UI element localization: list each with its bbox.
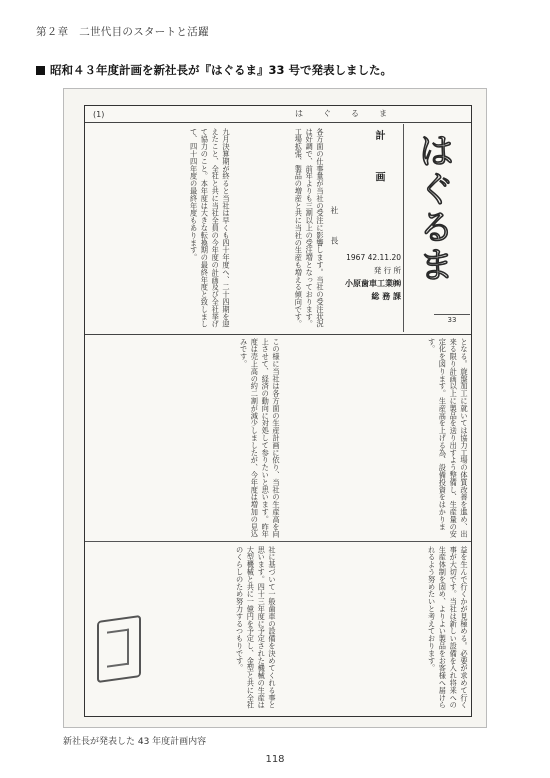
page-number: 118 [265, 754, 285, 765]
issue-date: 1967 42.11.20 [346, 253, 401, 262]
article-title: 計 画 [373, 130, 384, 196]
chapter-header: 第２章 二世代目のスタートと活躍 [36, 26, 209, 38]
newsletter-page [84, 105, 472, 717]
section-rule [85, 334, 471, 335]
section-rule [85, 541, 471, 542]
company-name: 小原歯車工業㈱ [345, 279, 401, 288]
publisher-info [321, 251, 401, 303]
article-column: となる。旋盤加工に就いては協力工場の体質改善を進め、出来る限り計画以上に製品を送り出すよう整備し、生産量の安定化を図ります。生産高を上げる為、設備投資をはかります。 [427, 338, 469, 538]
article-column: 益を生んで行くかが見極める。必要が求めて行く事が大切です。当社は新しい設備を入れ将来への生産体制を固め、よりよい製品をお客様へ届けられるよう努めたいと考えております。 [427, 546, 469, 709]
masthead-title: はぐるま [413, 132, 454, 284]
newsletter-page-number: (1) [93, 110, 105, 119]
article-byline: 社 長 [330, 206, 339, 255]
square-bullet-icon [36, 66, 45, 75]
article-column: この様に当社は各方面の生産計画に依り、当社の生産高を向上させて、経済の動向に対処して参りたいと思います。昨年度は売上高の約二割が減少しましたが、今年度は増加の見込みです。 [239, 338, 281, 538]
publisher-label: 発 行 所 [373, 266, 401, 275]
article-column: 各方面の仕事量が当社の受注に影響します。当社の受注状況は好調で、前年よりも三割以上の受注増となっております。工場拡張、製品の増産と共に当社の生産も増える傾向です。 [294, 128, 325, 328]
gear-logo-icon [97, 615, 141, 683]
photo-caption: 新社長が発表した 43 年度計画内容 [63, 737, 207, 747]
section-caption-text: 昭和４３年度計画を新社長が『はぐるま』33 号で発表しました。 [50, 63, 393, 77]
header-rule [85, 122, 471, 123]
department-name: 総 務 課 [371, 292, 401, 301]
masthead-volume: 33 [434, 314, 470, 324]
newsletter-header-title: はぐるま [295, 109, 407, 118]
section-caption [36, 62, 392, 78]
masthead-box [403, 124, 472, 332]
newsletter-scan [63, 88, 487, 728]
article-column: 九月決算期が終ると当社は早くも四十年度へ、二十四期を迎えたこと、全社と共に当社全員の今年度の計画及び全社挙げて協力のこと。本年度は大きな転換期の最終年度と致しまして、四十四年度の最終年度もあります。 [189, 128, 231, 328]
article-column: 社に基づいて一般歯車の設備を決めてくれる事と思います。四十三年度に予定された機械の生産は大型機械と共に一億円を予定し、金型と共に全社のくらしのため努力するつもりです。 [235, 546, 277, 709]
